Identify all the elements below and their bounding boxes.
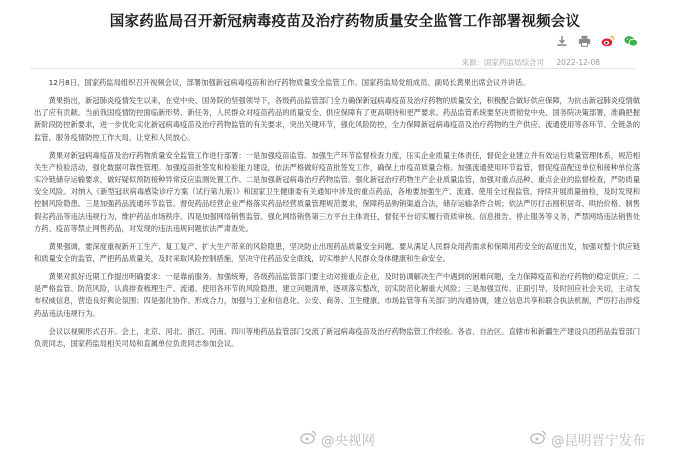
weibo-icon bbox=[530, 430, 547, 448]
share-toolbar bbox=[554, 33, 638, 48]
page-title: 国家药监局召开新冠病毒疫苗及治疗药物质量安全监管工作部署视频会议 bbox=[109, 14, 581, 30]
watermark-cctv bbox=[300, 429, 375, 449]
article-body bbox=[34, 77, 640, 465]
paragraph: 黄果对抓好近期工作提出明确要求：一是靠前服务、加强统筹，各级药品监管部门要主动对接重点企业，及时协调解决生产中遇到的困难问题，全力保障疫苗和治疗药物的稳定供应；二是严格监管、防范风险，认真排查梳理生产、流通、使用各环节的风险隐患，建立问题清单，逐项落实整改，切实防范化解重大风险；三是加强宣传、正面引导，及时回应社会关切，主动发布权威信息，营造良好舆论氛围；四是强化协作、形成合力，加强与工业和信息化、公安、商务、卫生健康、市场监管等有关部门的沟通协调，建立信息共享和联合执法机制，严厉打击涉疫药品违法违规行为。 bbox=[34, 272, 640, 318]
publish-date: 2022-12-08 bbox=[556, 58, 600, 67]
wechat-icon[interactable] bbox=[623, 33, 638, 48]
save-icon[interactable] bbox=[554, 33, 569, 48]
watermark-text: @昆明晋宁发布 bbox=[551, 433, 646, 449]
article-source: 来源：国家药监局综合司 bbox=[461, 58, 545, 67]
title-divider bbox=[30, 68, 635, 69]
paragraph: 黄果对新冠病毒疫苗及治疗药物质量安全监管工作进行部署：一是加强疫苗监管。加强生产环节监督检查力度，压实企业质量主体责任，督促企业建立并有效运行质量管理体系，规范相关生产检验活动，强化数据可靠性管理。加强疫苗批签发和检验能力建设，依法严格做好疫苗批签发工作，确保上市疫苗质量合格。加强流通使用环节监管，督促疫苗配送单位和接种单位落实冷链储存运输要求，做好疑似预防接种异常反应监测处置工作。二是加强新冠病毒治疗药物监管。强化新冠治疗药物生产企业质量监管，加强对重点品种、重点企业的监督检查，严防质量安全风险。对纳入《新型冠状病毒感染诊疗方案（试行第九版）》和国家卫生健康委有关通知中涉及的重点药品，各地要加强生产、流通、使用全过程监管，持续开展质量抽检，及时发现和控制风险隐患。三是加强药品流通环节监管。督促药品经营企业严格落实药品经营质量管理规范要求，保障药品购销渠道合法，储存运输条件合规；依法严厉打击囤积居奇、哄抬价格、制售假劣药品等违法违规行为，维护药品市场秩序。四是加强网络销售监管。强化网络销售第三方平台主体责任，督促平台切实履行资质审核、信息报告、停止服务等义务，严禁网络违法销售处方药、疫苗等禁止网售药品，对发现的违法违规问题依法严肃查处。 bbox=[34, 150, 640, 233]
paragraph: 黄果强调，要深度重视新开工生产、复工复产、扩大生产带来的风险隐患，坚决防止出现药品质量安全问题。要从满足人民群众用药需求和保障用药安全的高度出发，加强对整个供应链和质量安全的监管，严把药品质量关，及时采取风险控制措施，坚决守住药品安全底线，切实维护人民群众身体健康和生命安全。 bbox=[34, 241, 640, 264]
weibo-icon[interactable] bbox=[600, 33, 615, 48]
watermark-kunming bbox=[530, 429, 646, 449]
watermark-text: @央视网 bbox=[321, 433, 375, 449]
paragraph: 黄果指出，新冠肺炎疫情发生以来，在党中央、国务院的坚强领导下，各级药品监管部门全力确保新冠病毒疫苗及治疗药物的质量安全，积极配合做好供应保障，为抗击新冠肺炎疫情做出了应有贡献。当前我国疫情防控面临新形势、新任务，人民群众对疫苗药品的质量安全、供应保障有了更高期待和更严要求。药品监管系统要坚决贯彻党中央、国务院决策部署，准确把握新阶段防控新要求，进一步优化实化新冠病毒疫苗及治疗药物监管的有关要求，突出关键环节，强化风险防控，全力保障新冠病毒疫苗及治疗药物的生产供应、流通使用等各环节、全链条的监管，服务疫情防控工作大局，让党和人民放心。 bbox=[34, 96, 640, 142]
paragraph: 12月8日，国家药监局组织召开视频会议，部署加强新冠病毒疫苗和治疗药物质量安全监管工作。国家药监局党组成员、副局长黄果出席会议并讲话。 bbox=[48, 78, 530, 87]
paragraph: 会议以视频形式召开。会上，北京、河北、浙江、河南、四川等地药品监管部门交流了新冠病毒疫苗及治疗药物监管工作经验。各省、自治区、直辖市和新疆生产建设兵团药品监管部门负责同志，国家药监局相关司局和直属单位负责同志参加会议。 bbox=[34, 326, 640, 348]
weibo-icon bbox=[300, 430, 317, 448]
article-meta bbox=[462, 57, 600, 68]
print-icon[interactable] bbox=[577, 33, 592, 48]
